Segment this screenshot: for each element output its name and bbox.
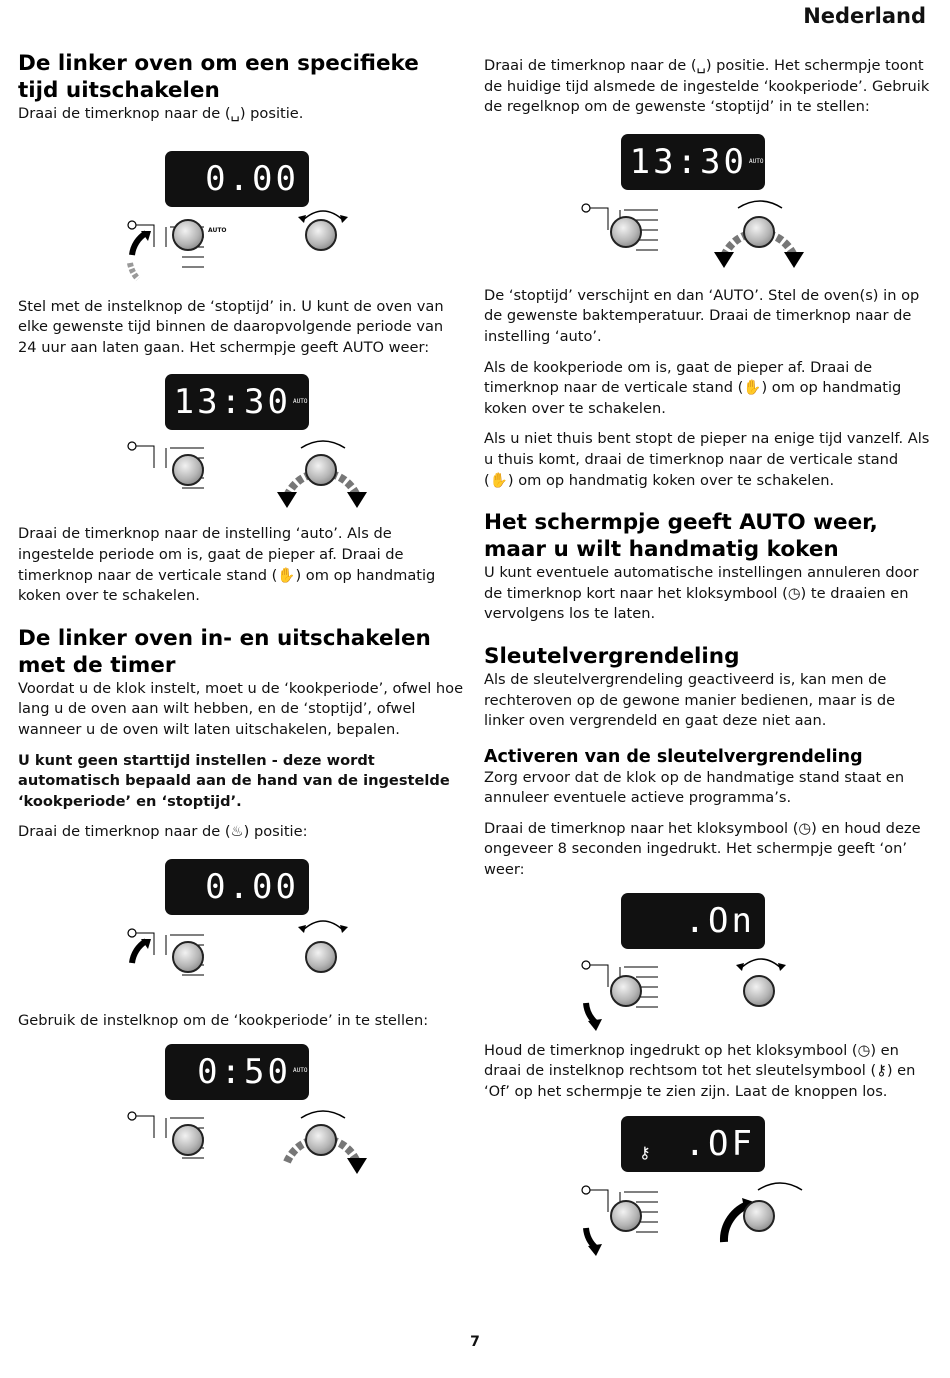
rotate-arrow-icon [298, 915, 348, 939]
paragraph: Zorg ervoor dat de klok op de handmatige stand staat en annuleer eventuele actieve programma’s. [484, 768, 905, 807]
timer-diagram-4 [18, 1032, 466, 1182]
timer-knob [172, 1124, 204, 1156]
set-knob [305, 1124, 337, 1156]
timer-display: 0.00 [165, 151, 309, 207]
paragraph: Draai de timerknop naar de (␣) positie. Het schermpje toont de huidige tijd alsmede de ingestelde ‘kookperiode’. Gebruik de regelknop om de gewenste ‘stoptijd’ in te stellen: [484, 57, 930, 116]
paragraph: U kunt eventuele automatische instellingen annuleren door de timerknop kort naar het kloksymbool (◷) te draaien en vervolgens los te laten. [484, 564, 919, 623]
paragraph: Voordat u de klok instelt, moet u de ‘kookperiode’, ofwel hoe lang u de oven aan wilt hebben, en de ‘stoptijd’, ofwel wanneer u de oven wilt laten uitschakelen, bepalen. [18, 679, 464, 738]
auto-indicator: AUTO [293, 398, 308, 406]
timer-display: 0.00 [165, 859, 309, 915]
timer-display: 13:30 AUTO [621, 134, 765, 190]
section-title-timer: De linker oven in- en uitschakelen met de timer [18, 625, 431, 678]
paragraph: De ‘stoptijd’ verschijnt en dan ‘AUTO’. Stel de oven(s) in op de gewenste baktemperatuur. Draai de timerknop naar de instelling ‘auto’. [484, 286, 920, 345]
paragraph: Draai de timerknop naar de instelling ‘auto’. Als de ingestelde periode om is, gaat de pieper af. Draai de timerknop naar de verticale stand (✋) om op handmatig koken over te schakelen. [18, 525, 436, 605]
language-label: Nederland [803, 4, 926, 28]
set-knob [743, 216, 775, 248]
timer-knob [172, 941, 204, 973]
timer-display: 0:50 AUTO [165, 1044, 309, 1100]
section-title-auto-manual: Het schermpje geeft AUTO weer, maar u wilt handmatig koken [484, 510, 878, 563]
page-number: 7 [470, 1334, 480, 1350]
timer-diagram-2 [18, 358, 466, 518]
timer-diagram-7 [484, 1102, 932, 1262]
bold-note: U kunt geen starttijd instellen - deze wordt automatisch bepaald aan de hand van de ingestelde ‘kookperiode’ en ‘stoptijd’. [18, 751, 450, 810]
timer-display: 13:30 AUTO [165, 374, 309, 430]
timer-diagram-6 [484, 881, 932, 1041]
paragraph: Als de kookperiode om is, gaat de pieper af. Draai de timerknop naar de verticale stand (✋) om op handmatig koken over te schakelen. [484, 358, 902, 417]
timer-diagram-3 [18, 843, 466, 1011]
section-title-stop-time: De linker oven om een specifieke tijd uitschakelen [18, 51, 419, 103]
key-icon: ⚷ [639, 1143, 651, 1163]
paragraph: Als u niet thuis bent stopt de pieper na enige tijd vanzelf. Als u thuis komt, draai de timerknop naar de verticale stand (✋) om op handmatig koken over te schakelen. [484, 430, 930, 489]
paragraph: Draai de timerknop naar de (␣) positie. [18, 105, 304, 122]
subsection-title-activate-lock: Activeren van de sleutelvergrendeling [484, 746, 863, 767]
timer-display: ⚷ .OF [621, 1116, 765, 1172]
rotate-arrow-icon [736, 953, 786, 977]
set-knob [305, 219, 337, 251]
paragraph: Stel met de instelknop de ‘stoptijd’ in. U kunt de oven van elke gewenste tijd binnen de daaropvolgende periode van 24 uur aan laten gaan. Het schermpje geeft AUTO weer: [18, 297, 444, 356]
auto-label: AUTO [208, 226, 227, 234]
paragraph: Houd de timerknop ingedrukt op het kloksymbool (◷) en draai de instelknop rechtsom tot het sleutelsymbool (⚷) en ‘Of’ op het schermpje te zien zijn. Laat de knoppen los. [484, 1041, 916, 1100]
set-knob [743, 975, 775, 1007]
set-knob [305, 941, 337, 973]
left-column [18, 50, 466, 1182]
auto-indicator: AUTO [293, 1067, 308, 1075]
paragraph: Draai de timerknop naar de (♨) positie: [18, 823, 308, 841]
timer-knob [610, 975, 642, 1007]
timer-knob [172, 219, 204, 251]
right-column [484, 56, 932, 1262]
timer-display: .On [621, 893, 765, 949]
paragraph: Als de sleutelvergrendeling geactiveerd is, kan men de rechteroven op de gewone manier bedienen, maar is de linker oven vergrendeld en gaat deze niet aan. [484, 670, 896, 730]
paragraph: Gebruik de instelknop om de ‘kookperiode’ in te stellen: [18, 1011, 429, 1029]
timer-diagram-5 [484, 118, 932, 286]
section-title-key-lock: Sleutelvergrendeling [484, 643, 740, 669]
timer-diagram-1 [18, 125, 466, 287]
auto-indicator: AUTO [749, 157, 764, 165]
paragraph: Draai de timerknop naar het kloksymbool (◷) en houd deze ongeveer 8 seconden ingedrukt. Het schermpje geeft ‘on’ weer: [484, 819, 921, 879]
timer-knob [610, 216, 642, 248]
